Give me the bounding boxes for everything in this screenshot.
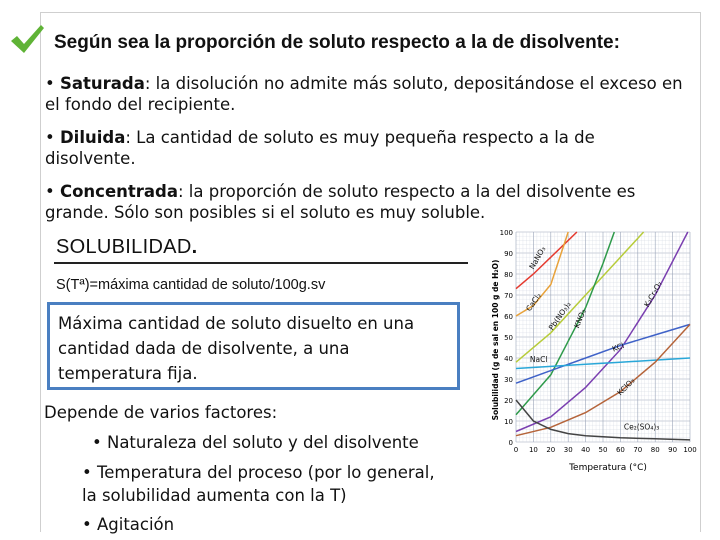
factor-item-continued: la solubilidad aumenta con la T) — [82, 486, 347, 505]
heading-underline — [54, 262, 468, 264]
y-tick-label: 60 — [504, 313, 513, 321]
x-tick-label: 0 — [513, 446, 519, 454]
series-label: CaCl₂ — [524, 291, 544, 313]
y-tick-label: 30 — [504, 376, 513, 384]
series-label: Ce₂(SO₄)₃ — [623, 422, 660, 432]
y-tick-label: 0 — [508, 439, 513, 447]
bullet-diluida — [45, 127, 685, 169]
y-tick-label: 70 — [504, 292, 513, 300]
bullet-text: : La cantidad de soluto es muy pequeña respecto a la de disolvente. — [45, 128, 595, 168]
bullet-term: Saturada — [59, 74, 145, 93]
y-tick-label: 10 — [504, 418, 513, 426]
x-tick-label: 60 — [615, 446, 625, 454]
bullet-concentrada — [45, 181, 685, 223]
definition-box: Máxima cantidad de soluto disuelto en una cantidad dada de disolvente, a una temperatura fija. — [47, 302, 460, 390]
bullet-text: : la disolución no admite más soluto, depositándose el exceso en el fondo del recipiente. — [45, 74, 683, 114]
factor-item: • Naturaleza del soluto y del disolvente — [92, 433, 419, 452]
series-label: NaNO₃ — [527, 244, 548, 271]
bullet-mark: • — [45, 74, 55, 93]
x-tick-label: 10 — [528, 446, 538, 454]
series-label: Pb(NO₃)₂ — [546, 299, 573, 332]
bullet-mark: • — [45, 128, 55, 147]
bullet-term: Diluida — [59, 128, 126, 147]
series-label: KNO₃ — [572, 307, 588, 330]
frame-left-line — [40, 12, 41, 532]
x-tick-label: 50 — [598, 446, 608, 454]
bullet-text: : la proporción de soluto respecto a la del disolvente es grande. Sólo son posibles si el soluto es muy soluble. — [45, 182, 636, 222]
frame-top-line — [40, 12, 700, 13]
y-tick-label: 80 — [504, 271, 513, 279]
chart-x-axis-label: Temperatura (°C) — [569, 463, 647, 473]
x-tick-label: 80 — [650, 446, 660, 454]
solubility-chart — [488, 222, 700, 474]
solubility-heading-dot: . — [191, 236, 198, 258]
solubility-heading-text: SOLUBILIDAD — [56, 236, 192, 258]
series-label: KClO₃ — [615, 376, 637, 398]
solubility-formula: S(Tª)=máxima cantidad de soluto/100g.sv — [56, 277, 326, 293]
x-tick-label: 70 — [633, 446, 643, 454]
series-label: K₂Cr₂O₇ — [642, 279, 665, 309]
factors-intro: Depende de varios factores: — [44, 403, 278, 422]
y-tick-label: 50 — [504, 334, 513, 342]
series-label: NaCl — [529, 355, 548, 365]
y-tick-label: 90 — [504, 250, 513, 258]
x-tick-label: 40 — [581, 446, 591, 454]
bullet-mark: • — [45, 182, 55, 201]
chart-y-axis-label: Solubilidad (g de sal en 100 g de H₂O) — [491, 259, 500, 421]
factor-item: • Agitación — [82, 515, 175, 534]
x-tick-label: 30 — [563, 446, 573, 454]
bullet-saturada — [45, 73, 685, 115]
x-tick-label: 20 — [546, 446, 556, 454]
x-tick-label: 100 — [683, 446, 697, 454]
factor-item: • Temperatura del proceso (por lo general, — [82, 463, 435, 482]
frame-right-line — [700, 12, 701, 532]
bullet-term: Concentrada — [59, 182, 178, 201]
y-tick-label: 40 — [504, 355, 513, 363]
x-tick-label: 90 — [668, 446, 678, 454]
slide-title: Según sea la proporción de soluto respecto a la de disolvente: — [54, 32, 620, 53]
y-tick-label: 20 — [504, 397, 513, 405]
y-tick-label: 100 — [499, 229, 513, 237]
checkmark-icon — [8, 22, 46, 56]
solubility-heading — [56, 236, 197, 259]
series-label: KCl — [611, 341, 626, 354]
